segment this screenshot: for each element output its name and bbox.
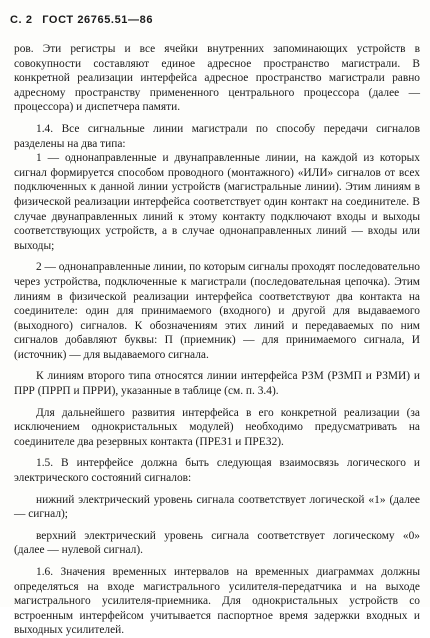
paragraph-second-type-lines: К линиям второго типа относятся линии интерфейса РЗМ (РЗМП и РЗМИ) и ПРР (ПРРП и ПРРИ), указанные в таблице (см. п. 3.4). bbox=[14, 370, 420, 398]
standard-designation: ГОСТ 26765.51—86 bbox=[42, 14, 154, 26]
paragraph-continuation: ров. Эти регистры и все ячейки внутренних запоминающих устройств в совокупности составляют единое адресное пространство магистрали. В конкретной реализации интерфейса адресное пространство магистрали равно адресному пространству примененного центрального процессора (далее — процессора) и диспетчера памяти. bbox=[14, 43, 420, 114]
paragraph-1-5: 1.5. В интерфейсе должна быть следующая взаимосвязь логического и электрического состояний сигналов: bbox=[14, 457, 420, 485]
paragraph-low-level: нижний электрический уровень сигнала соответствует логической «1» (далее — сигнал); bbox=[14, 493, 420, 521]
paragraph-type-2: 2 — однонаправленные линии, по которым сигналы проходят последовательно через устройства, подключенные к магистрали (последовательная цепочка). Этим линиям в физической реализации интерфейса соответствуют два контакта на соединителе: один для принимаемого (входного) и другой для выдаваемого (выходного) сигналов. К обозначениям этих линий и передаваемых по ним сигналов добавляют буквы: П (приемник) — для принимаемого сигнала, И (источник) — для выдаваемого сигнала. bbox=[14, 261, 420, 361]
document-body bbox=[14, 42, 420, 638]
page-header bbox=[10, 14, 159, 26]
paragraph-type-1: 1 — однонаправленные и двунаправленные линии, на каждой из которых сигнал формируется способом проводного (монтажного) «ИЛИ» сигналов от всех подключенных к данной линии устройств (магистральные линии). Этим линиям в физической реализации интерфейса соответствует один контакт на соединителе. В случае двунаправленных линий к этому контакту подключают входы и выходы соответствующих устройств, а в случае однонаправленных линий — входы или выходы; bbox=[14, 152, 420, 252]
paragraph-reserve-contacts: Для дальнейшего развития интерфейса в его конкретной реализации (за исключением однокристальных модулей) необходимо предусматривать на соединителе два резервных контакта (ПРЕЗ1 и ПРЕЗ2). bbox=[14, 406, 420, 448]
page-number: С. 2 bbox=[10, 14, 33, 26]
paragraph-high-level: верхний электрический уровень сигнала соответствует логическому «0» (далее — нулевой сигнал). bbox=[14, 529, 420, 557]
paragraph-1-4: 1.4. Все сигнальные линии магистрали по способу передачи сигналов разделены на два типа: bbox=[14, 122, 420, 150]
paragraph-1-6: 1.6. Значения временных интервалов на временных диаграммах должны определяться на входе магистрального усилителя-передатчика и на выходе магистрального усилителя-приемника. Для однокристальных устройств со встроенным интерфейсом учитывается паспортное время задержки входных и выходных усилителей. bbox=[14, 566, 420, 637]
